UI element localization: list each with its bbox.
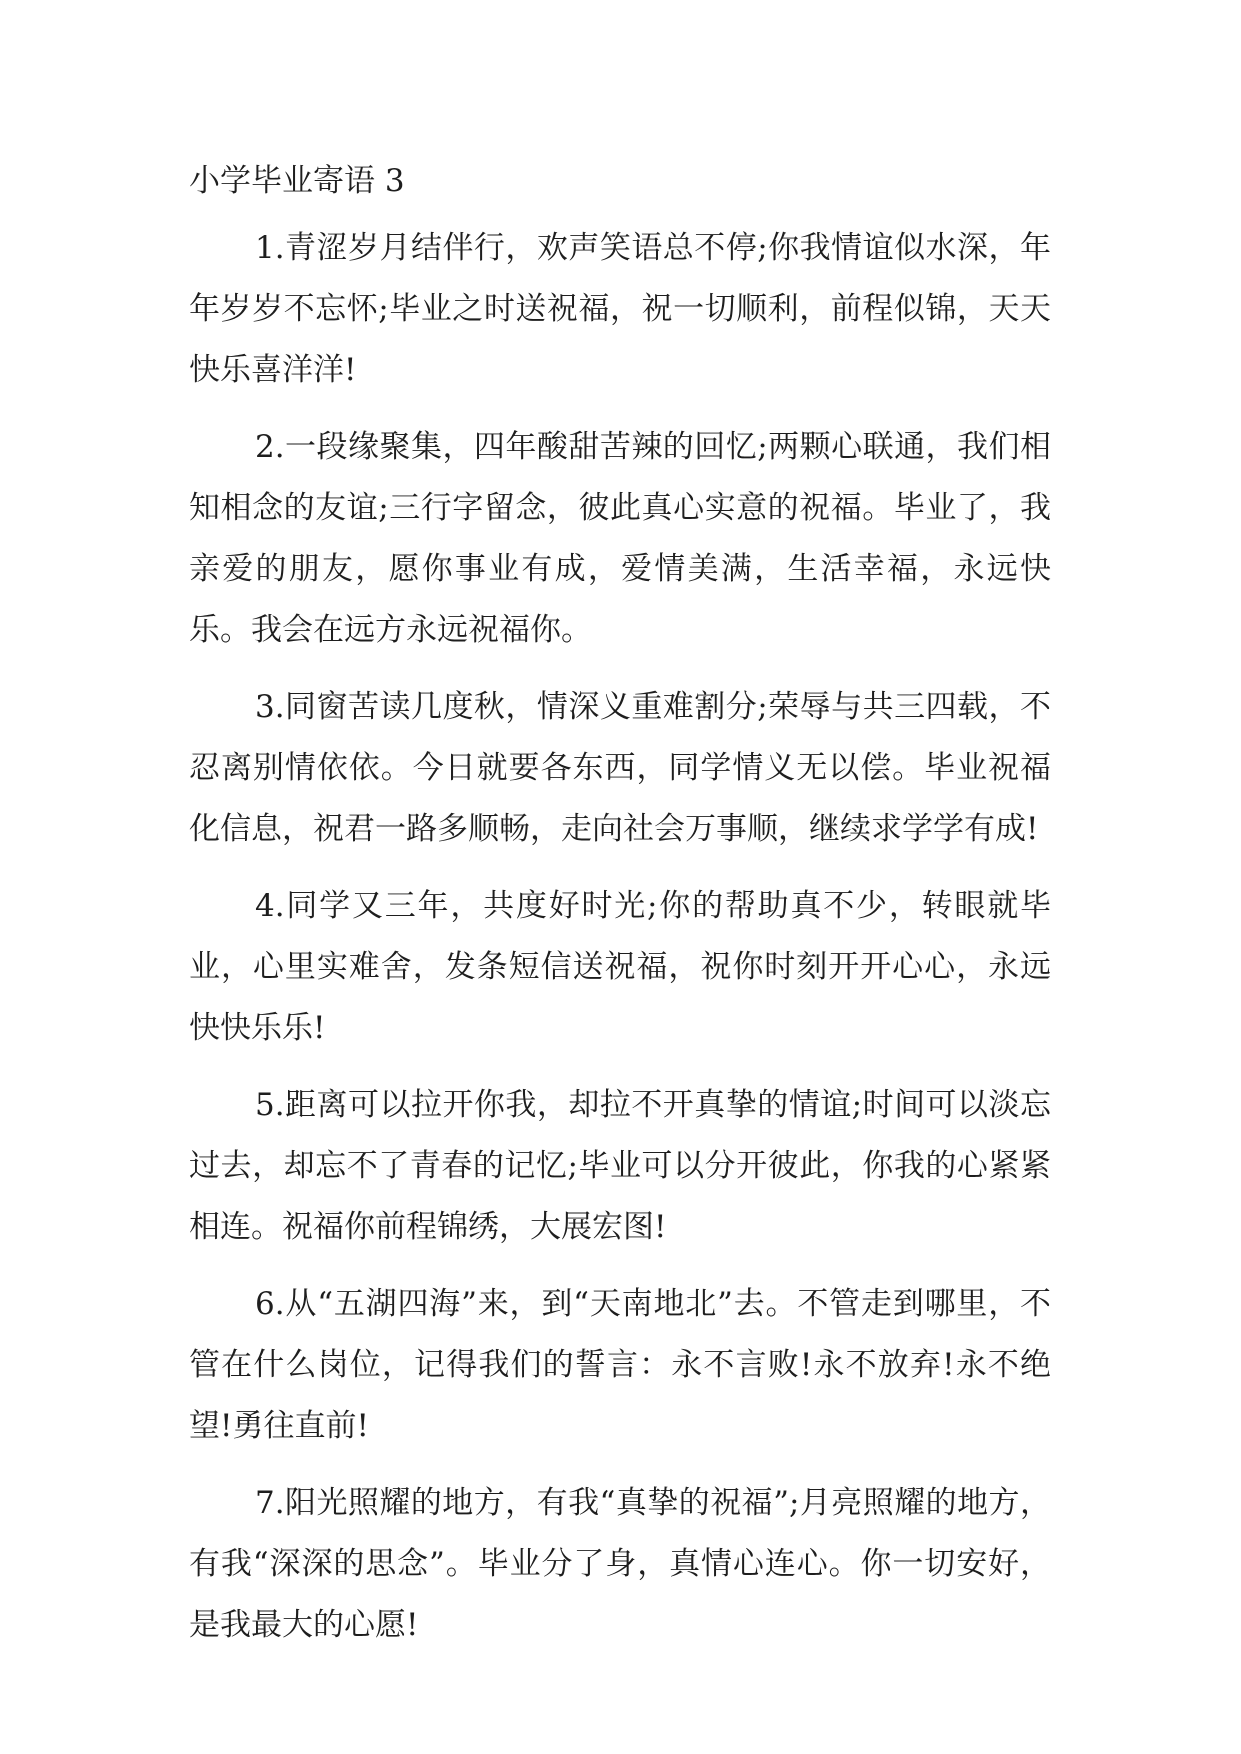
paragraph-2: 2.一段缘聚集，四年酸甜苦辣的回忆;两颗心联通，我们相知相念的友谊;三行字留念，彼此真心实意的祝福。毕业了，我亲爱的朋友，愿你事业有成，爱情美满，生活幸福，永远快乐。我会在远方永远祝福你。 <box>189 429 1051 648</box>
paragraph-5: 5.距离可以拉开你我，却拉不开真挚的情谊;时间可以淡忘过去，却忘不了青春的记忆;毕业可以分开彼此，你我的心紧紧相连。祝福你前程锦绣，大展宏图! <box>189 1087 1051 1245</box>
paragraph-3: 3.同窗苦读几度秋，情深义重难割分;荣辱与共三四载，不忍离别情依依。今日就要各东西，同学情义无以偿。毕业祝福化信息，祝君一路多顺畅，走向社会万事顺，继续求学学有成! <box>189 689 1051 847</box>
document-body <box>189 160 1051 1656</box>
document-title: 小学毕业寄语 3 <box>189 163 405 199</box>
paragraph-1: 1.青涩岁月结伴行，欢声笑语总不停;你我情谊似水深，年年岁岁不忘怀;毕业之时送祝福，祝一切顺利，前程似锦，天天快乐喜洋洋! <box>189 230 1051 388</box>
paragraph-6: 6.从“五湖四海”来，到“天南地北”去。不管走到哪里，不管在什么岗位，记得我们的誓言：永不言败!永不放弃!永不绝望!勇往直前! <box>189 1286 1051 1444</box>
paragraph-4: 4.同学又三年，共度好时光;你的帮助真不少，转眼就毕业，心里实难舍，发条短信送祝福，祝你时刻开开心心，永远快快乐乐! <box>189 888 1051 1046</box>
paragraph-7: 7.阳光照耀的地方，有我“真挚的祝福”;月亮照耀的地方，有我“深深的思念”。毕业分了身，真情心连心。你一切安好，是我最大的心愿! <box>189 1485 1051 1643</box>
